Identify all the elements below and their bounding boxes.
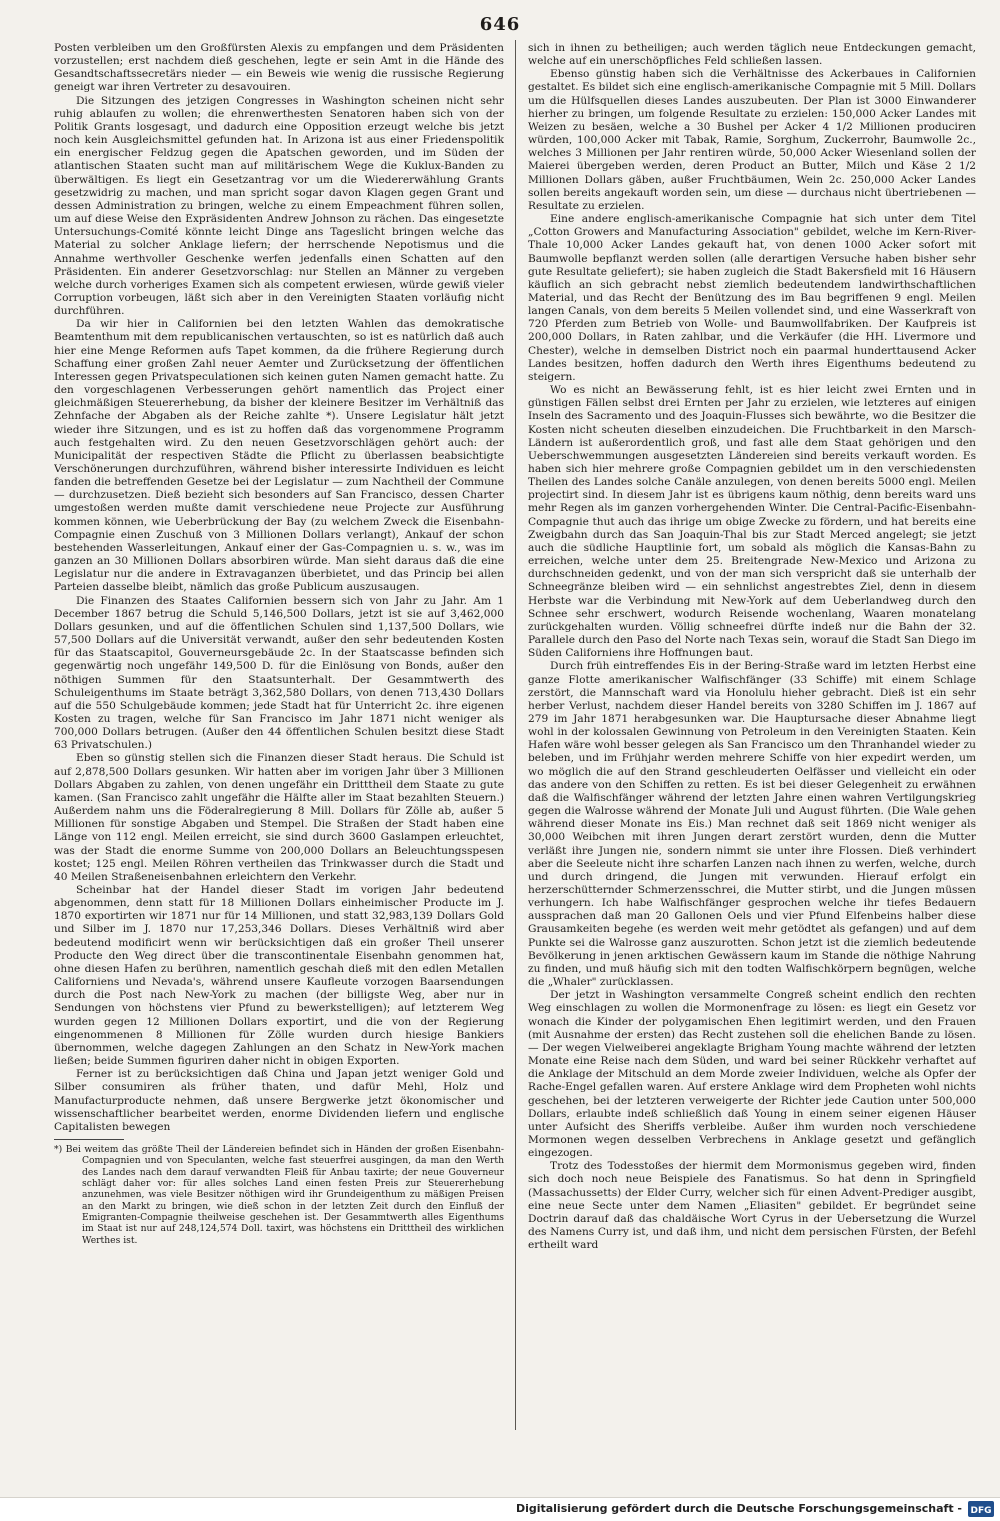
right-paragraph: Wo es nicht an Bewässerung fehlt, ist es hier leicht zwei Ernten und in günstigen Fällen selbst drei Ernten per Jahr zu erzielen, wie letzteres auf einigen Inseln des Sacramento und des Joaquin-Flusses sich bewährte, wo die Besitzer die Kosten nicht scheuten dieselben einzudeichen. Die Fruchtbarkeit in den Marsch-Ländern ist außerordentlich groß, und fast alle dem Staat gehörigen und den Ueberschwemmungen ausgesetzten Ländereien sind bereits verkauft worden. Es haben sich hier mehrere große Compagnien gebildet um in den verschiedensten Theilen des Landes solche Canäle anzulegen, von denen bereits 5000 engl. Meilen projectirt sind. In diesem Jahr ist es übrigens kaum nöthig, denn bereits ward uns mehr Regen als im ganzen vorhergehenden Winter. Die Central-Pacific-Eisenbahn-Compagnie thut auch das ihrige um obige Zwecke zu fördern, und hat bereits eine Zweigbahn durch das San Joaquin-Thal bis zur Stadt Merced angelegt; sie jetzt auch die südliche Hauptlinie fort, um sobald als möglich die Kansas-Bahn zu erreichen, welche unter dem 25. Breitengrade New-Mexico und Arizona zu durchschneiden gedenkt, und von der man sich verspricht daß sie unterhalb der Schneegränze bleiben wird — ein sehnlichst angestrebtes Ziel, denn in diesem Herbste war die Verbindung mit New-York auf dem Ueberlandweg durch den Schnee sehr erschwert, wodurch Reisende wochenlang, Waaren monatelang zurückgehalten wurden. Völlig schneefrei dürfte indeß nur die Bahn der 32. Parallele durch den Paso del Norte nach Texas sein, worauf die Stadt San Diego im Süden Californiens ihre Hoffnungen baut.	[528, 384, 976, 660]
right-paragraph: Der jetzt in Washington versammelte Congreß scheint endlich den rechten Weg einschlagen zu wollen die Mormonenfrage zu lösen: es liegt ein Gesetz vor wonach die Kinder der polygamischen Ehen legitimirt werden, und den Frauen (mit Ausnahme der ersten) das Recht zustehen soll die ehelichen Bande zu lösen. — Der wegen Vielweiberei angeklagte Brigham Young machte während der letzten Monate eine Reise nach dem Süden, und ward bei seiner Rückkehr verhaftet auf die Anklage der Mitschuld an dem Morde zweier Individuen, welche als Opfer der Rache-Engel gefallen waren. Auf erstere Anklage wird dem Propheten wohl nichts geschehen, bei der letzteren verweigerte der Richter jede Caution unter 500,000 Dollars, erlaubte indeß schließlich daß Young in einem seiner eigenen Häuser unter Aufsicht des Sheriffs verbleibe. Außer ihm wurden noch verschiedene Mormonen wegen desselben Verbrechens in Anklage gesetzt und gefänglich eingezogen.	[528, 989, 976, 1160]
left-paragraph: Die Finanzen des Staates Californien bessern sich von Jahr zu Jahr. Am 1 December 1867 betrug die Schuld 5,146,500 Dollars, jetzt ist sie auf 3,462,000 Dollars gesunken, und auf die öffentlichen Schulen sind 1,137,500 Dollars, wie 57,500 Dollars auf die Universität verwandt, außer den sehr bedeutenden Kosten für das Staatscapitol, Gouverneursgebäude 2c. In der Staatscasse befinden sich gegenwärtig noch ungefähr 149,500 D. für die Einlösung von Bonds, außer den nöthigen Summen für den Staatsunterhalt. Der Gesammtwerth des Schuleigenthums im Staate beträgt 3,362,580 Dollars, von denen 713,430 Dollars auf die 550 Schulgebäude kommen; jede Stadt hat für Unterricht 2c. ihre eigenen Kosten zu tragen, welche für San Francisco im Jahr 1871 nicht weniger als 700,000 Dollars betrugen. (Außer den 44 öffentlichen Schulen besitzt diese Stadt 63 Privatschulen.)	[54, 594, 504, 752]
left-paragraph: Da wir hier in Californien bei den letzten Wahlen das demokratische Beamtenthum mit dem republicanischen vertauschten, so ist es natürlich daß auch hier eine Menge Reformen aufs Tapet kommen, da die frühere Regierung durch Schaffung einer großen Zahl neuer Aemter und Zurücksetzung der öffentlichen Interessen gegen Privatspeculationen sich keinen guten Namen gemacht hatte. Zu den vorgeschlagenen Verbesserungen gehört namentlich das Project einer gleichmäßigen Steuererhebung, da bisher der kleinere Besitzer im Verhältniß das Zehnfache der Abgaben als der Reiche zahlte *). Unsere Legislatur hält jetzt wieder ihre Sitzungen, und es ist zu hoffen daß das vorgenommene Programm auch festgehalten wird. Zu den neuen Gesetzvorschlägen gehört auch: der Municipalität der respectiven Städte die Pflicht zu überlassen beabsichtigte Verschönerungen durchzuführen, während bisher interessirte Individuen es leicht fanden die betreffenden Gesetze bei der Legislatur — zum Nachtheil der Commune — durchzusetzen. Dieß bezieht sich besonders auf San Francisco, dessen Charter umgestoßen werden mußte damit verschiedene neue Projecte zur Ausführung kommen können, wie Ueberbrückung der Bay (zu welchem Zweck die Eisenbahn-Compagnie einen Zuschuß von 3 Millionen Dollars verlangt), Ankauf der schon bestehenden Wasserleitungen, Ankauf einer der Gas-Compagnien u. s. w., was im ganzen an 30 Millionen Dollars absorbiren würde. Man sieht daraus daß die eine Legislatur nur die andere in Extravaganzen überbietet, und das Princip bei allen Parteien dasselbe bleibt, nämlich das große Publicum auszusaugen.	[54, 318, 504, 594]
right-paragraph: Durch früh eintreffendes Eis in der Bering-Straße ward im letzten Herbst eine ganze Flotte amerikanischer Walfischfänger (33 Schiffe) mit einem Schlage zerstört, die Mannschaft ward via Honolulu hieher gebracht. Dieß ist ein sehr herber Verlust, nachdem dieser Handel bereits von 3280 Schiffen im J. 1867 auf 279 im Jahr 1871 herabgesunken war. Die Hauptursache dieser Abnahme liegt wohl in der kolossalen Gewinnung von Petroleum in den Vereinigten Staaten. Kein Hafen wäre wohl besser gelegen als San Francisco um den Thranhandel wieder zu beleben, und im Frühjahr werden mehrere Schiffe von hier expedirt werden, um wo möglich die auf den Strand geschleuderten Oelfässer und vielleicht ein oder das andere von den Schiffen zu retten. Es ist bei dieser Gelegenheit zu erwähnen daß die Walfischfänger während der letzten Jahre einen wahren Vertilgungskrieg gegen die Walrosse während der Monate Juli und August führten. (Die Wale gehen während dieser Monate ins Eis.) Man rechnet daß seit 1869 nicht weniger als 30,000 Weibchen mit ihren Jungen derart zerstört wurden, denn die Mutter verläßt ihre Jungen nie, sondern nimmt sie unter ihre Flossen. Dieß verhindert aber die Seeleute nicht ihre scharfen Lanzen nach ihnen zu werfen, welche, durch und durch dringend, die Jungen mit verwunden. Hierauf erfolgt ein herzerschütternder Schmerzensschrei, die Mutter stirbt, und die Jungen müssen verhungern. Ich habe Walfischfänger gesprochen welche ihr tiefes Bedauern aussprachen daß man 20 Gallonen Oels und vier Pfund Elfenbeins halber diese Grausamkeiten begehe (es werden weit mehr getödtet als gefangen) und auf dem Punkte sei die Walrosse ganz auszurotten. Schon jetzt ist die ziemlich bedeutende Bevölkerung in jenen arktischen Gewässern kaum im Stande die nöthige Nahrung zu finden, und muß häufig sich mit den todten Walfischkörpern begnügen, welche die „Whaler" zurücklassen.	[528, 660, 976, 989]
right-paragraph: Ebenso günstig haben sich die Verhältnisse des Ackerbaues in Californien gestaltet. Es bildet sich eine englisch-amerikanische Compagnie mit 5 Mill. Dollars um die Hülfsquellen dieses Landes auszubeuten. Der Plan ist 3000 Einwanderer hierher zu bringen, um folgende Resultate zu erzielen: 150,000 Acker Landes mit Weizen zu besäen, welche a 30 Bushel per Acker 4 1/2 Millionen produciren würden, 100,000 Acker mit Tabak, Ramie, Sorghum, Zuckerrohr, Baumwolle 2c., welches 3 Millionen per Jahr rentiren würde, 50,000 Acker Wiesenland sollen der Maierei übergeben werden, deren Product an Butter, Milch und Käse 2 1/2 Millionen Dollars gäben, außer Fruchtbäumen, Wein 2c. 250,000 Acker Landes sollen bereits angekauft worden sein, um diese — durchaus nicht übertriebenen — Resultate zu erzielen.	[528, 68, 976, 212]
left-paragraph: Posten verbleiben um den Großfürsten Alexis zu empfangen und dem Präsidenten vorzustellen; erst nachdem dieß geschehen, legte er sein Amt in die Hände des Gesandtschaftssecretärs nieder — ein Beweis wie wenig die russische Regierung geneigt war ihren Vertreter zu desavouiren.	[54, 42, 504, 94]
right-paragraph: Trotz des Todesstoßes der hiermit dem Mormonismus gegeben wird, finden sich doch noch neue Beispiele des Fanatismus. So hat denn in Springfield (Massachussetts) der Elder Curry, welcher sich für einen Advent-Prediger ausgibt, eine neue Secte unter dem Namen „Eliasiten" gebildet. Er begründet seine Doctrin darauf daß das chaldäische Wort Cyrus in der Uebersetzung die Wurzel des Namens Curry ist, und daß ihm, und nicht dem persischen Fürsten, der Befehl ertheilt ward	[528, 1160, 976, 1252]
footnote: *) Bei weitem das größte Theil der Ländereien befindet sich in Händen der großen Eisenbahn-Compagnien und von Speculanten, welche fast steuerfrei ausgingen, da man den Werth des Landes nach dem darauf verwandten Fleiß für Anbau taxirte; der neue Gouverneur schlägt daher vor: für alles solches Land einen festen Preis zur Steuererhebung anzunehmen, was viele Besitzer nöthigen wird ihr Grundeigenthum zu mäßigen Preisen an den Markt zu bringen, wie dieß schon in der letzten Zeit durch den Einfluß der Emigranten-Compagnie theilweise geschehen ist. Der Gesammtwerth alles Eigenthums im Staat ist nur auf 248,124,574 Doll. taxirt, was höchstens ein Dritttheil des wirklichen Werthes ist.	[54, 1143, 504, 1246]
left-paragraph: Scheinbar hat der Handel dieser Stadt im vorigen Jahr bedeutend abgenommen, denn statt für 18 Millionen Dollars einheimischer Producte im J. 1870 exportirten wir 1871 nur für 14 Millionen, und statt 32,983,139 Dollars Gold und Silber im J. 1870 nur 17,253,346 Dollars. Dieses Verhältniß wird aber bedeutend modificirt wenn wir berücksichtigen daß ein großer Theil unserer Producte den Weg direct über die transcontinentale Eisenbahn genommen hat, ohne diesen Hafen zu berühren, namentlich geschah dieß mit den edlen Metallen Californiens und Nevada's, während unsere Kaufleute vorzogen Baarsendungen durch die Post nach New-York zu machen (der billigste Weg, aber nur in Sendungen von höchstens vier Pfund zu bewerkstelligen); auf letzterem Weg wurden gegen 12 Millionen Dollars exportirt, und die von der Regierung eingenommenen 8 Millionen für Zölle wurden durch hiesige Bankiers übernommen, welche dagegen Zahlungen an den Schatz in New-York machen ließen; beide Summen figuriren daher nicht in obigen Exporten.	[54, 884, 504, 1068]
dfg-logo-icon	[968, 1501, 994, 1517]
digitization-footer	[0, 1497, 1000, 1521]
right-paragraph: sich in ihnen zu betheiligen; auch werden täglich neue Entdeckungen gemacht, welche auf ein unerschöpfliches Feld schließen lassen.	[528, 42, 976, 68]
dfg-logo-text: DFG	[970, 1506, 992, 1516]
left-paragraph: Die Sitzungen des jetzigen Congresses in Washington scheinen nicht sehr ruhig ablaufen zu wollen; die ehrenwerthesten Senatoren haben sich von der Politik Grants losgesagt, und dadurch eine Opposition erzeugt welche bis jetzt noch kein Ausgleichsmittel gefunden hat. In Arizona ist aus einer Friedenspolitik ein energischer Feldzug gegen die Apatschen geworden, und im Süden der atlantischen Staaten sucht man auf militärischem Wege die Kuklux-Banden zu überwältigen. Es liegt ein Gesetzantrag vor um die Wiedererwählung Grants gesetzwidrig zu machen, und man spricht sogar davon Klagen gegen Grant und dessen Administration zu bringen, welche zu einem Empeachment führen sollen, um auf diese Weise den Expräsidenten Andrew Johnson zu rächen. Das eingesetzte Untersuchungs-Comité könnte leicht Dinge ans Tageslicht bringen welche das Material zu solcher Anklage liefern; der herrschende Nepotismus und die Annahme werthvoller Geschenke werfen jedenfalls einen Schatten auf den Präsidenten. Ein anderer Gesetzvorschlag: nur Stellen an Männer zu vergeben welche durch vorheriges Examen sich als competent erwiesen, würde gewiß vieler Corruption vorbeugen, läßt sich aber in den Vereinigten Staaten vorläufig nicht durchführen.	[54, 94, 504, 318]
column-divider	[515, 40, 516, 1430]
left-column	[54, 42, 504, 1427]
left-paragraph: Eben so günstig stellen sich die Finanzen dieser Stadt heraus. Die Schuld ist auf 2,878,500 Dollars gesunken. Wir hatten aber im vorigen Jahr über 3 Millionen Dollars Abgaben zu zahlen, von denen ungefähr ein Dritttheil dem Staate zu gute kamen. (San Francisco zahlt ungefähr die Hälfte aller im Staat bezahlten Steuern.) Außerdem nahm uns die Föderalregierung 8 Mill. Dollars für Zölle ab, außer 5 Millionen für sonstige Abgaben und Stempel. Die Straßen der Stadt haben eine Länge von 112 engl. Meilen erreicht, sie sind durch 3600 Gaslampen erleuchtet, was der Stadt die enorme Summe von 200,000 Dollars an Beleuchtungsspesen kostet; 125 engl. Meilen Röhren vertheilen das Trinkwasser durch die Stadt und 40 Meilen Straßeneisenbahnen erleichtern den Verkehr.	[54, 752, 504, 883]
page-number: 646	[479, 14, 521, 35]
footnote-divider	[54, 1139, 124, 1140]
right-column	[528, 42, 976, 1427]
funding-notice: Digitalisierung gefördert durch die Deutsche Forschungsgemeinschaft -	[515, 1502, 962, 1515]
right-paragraph: Eine andere englisch-amerikanische Compagnie hat sich unter dem Titel „Cotton Growers and Manufacturing Association" gebildet, welche im Kern-River-Thale 10,000 Acker Landes gekauft hat, von denen 1000 Acker sofort mit Baumwolle bepflanzt werden sollen (alle derartigen Versuche haben bisher sehr gute Resultate geliefert); sie haben zugleich die Stadt Bakersfield mit 16 Häusern käuflich an sich gebracht nebst ziemlich bedeutendem landwirthschaftlichen Material, und das Recht der Benützung des im Bau begriffenen 9 engl. Meilen langen Canals, von dem bereits 5 Meilen vollendet sind, und eine Wasserkraft von 720 Pferden zum Betrieb von Wolle- und Baumwollfabriken. Der Kaufpreis ist 200,000 Dollars, in Raten zahlbar, und die Verkäufer (die HH. Livermore und Chester), welche in demselben District noch ein paarmal hunderttausend Acker Landes besitzen, hoffen dadurch den Werth ihres Eigenthums bedeutend zu steigern.	[528, 213, 976, 383]
left-paragraph: Ferner ist zu berücksichtigen daß China und Japan jetzt weniger Gold und Silber consumiren als früher thaten, und dafür Mehl, Holz und Manufacturproducte nehmen, daß unsere Bergwerke jetzt ökonomischer und wissenschaftlicher bearbeitet werden, enorme Dividenden liefern und englische Capitalisten bewegen	[54, 1068, 504, 1133]
